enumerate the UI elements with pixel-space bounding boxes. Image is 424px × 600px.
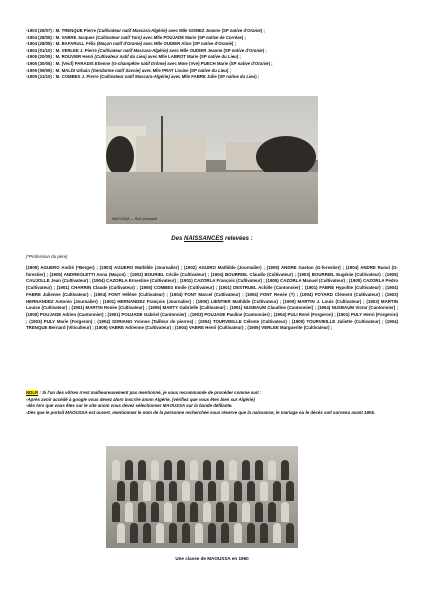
- student-figure: [255, 460, 263, 480]
- student-figure: [169, 481, 177, 501]
- student-figure: [203, 502, 211, 522]
- student-figure: [229, 502, 237, 522]
- class-photo: [106, 446, 298, 548]
- ndlr-line: : Si l'un des vôtres n'est malheureusement pas mentionné, je vous recommande de procéder comme suit :: [38, 390, 262, 395]
- student-figure: [130, 523, 138, 543]
- student-figure: [112, 460, 120, 480]
- street-photo-caption: MAOUSSA — Rue principale: [112, 217, 158, 221]
- student-figure: [208, 523, 216, 543]
- student-figure: [234, 481, 242, 501]
- student-figure: [156, 523, 164, 543]
- student-figure: [138, 460, 146, 480]
- student-figure: [221, 481, 229, 501]
- class-photo-caption: Une classe de MAOUSSA en 1960: [175, 556, 249, 561]
- student-figure: [247, 481, 255, 501]
- marriage-entry: -1904 (01/10) : M. VERLEE J. Pierre (Cultivateur natif Mascara-Algérie) avec Mlle OUDIER Jeanne (SP native d'Oranie) ;: [26, 47, 267, 53]
- student-figure: [242, 460, 250, 480]
- editor-note: [26, 390, 406, 416]
- student-figure: [117, 523, 125, 543]
- student-figure: [216, 502, 224, 522]
- ndlr-line: -Après avoir accédé à google vous devez alors inscrire anom Algérie, (vérifiez que vous êtes bien sur Algérie): [26, 396, 255, 402]
- student-figure: [286, 481, 294, 501]
- student-figure: [247, 523, 255, 543]
- student-figure: [130, 481, 138, 501]
- student-figure: [203, 460, 211, 480]
- student-figure: [286, 523, 294, 543]
- births-heading: Des NAISSANCES relevées :: [171, 236, 253, 242]
- student-figure: [260, 481, 268, 501]
- student-figure: [117, 481, 125, 501]
- student-figure: [195, 481, 203, 501]
- student-figure: [151, 502, 159, 522]
- profession-note: (*Profession du père): [26, 254, 68, 259]
- student-figure: [281, 460, 289, 480]
- student-figure: [208, 481, 216, 501]
- ndlr-line: -Dès que le portail MAOUSSA est ouvert, mentionnez le nom de la personne recherchée sous réserve que la naissance, le mariage ou le décès soit survenu avant 1905.: [26, 409, 376, 415]
- marriage-entry: -1904 (28/05) : M. VABRE Jacques (Cultivateur natif Tarn) avec Mlle POUJADE Marie (SP native de Corrèze) ;: [26, 34, 246, 40]
- student-figure: [169, 523, 177, 543]
- student-figure: [255, 502, 263, 522]
- marriages-list: [26, 28, 398, 81]
- marriage-entry: -1905 (21/10) : M. COMBES J. Pierre (Cultivateur natif Mascara-Algérie) avec Mlle FABRE Julie (SP native du Lieu) ;: [26, 74, 260, 80]
- ndlr-line: -dès lors que vous êtes sur le site anom vous devez sélectionner MAOUSSA sur la bande défilante.: [26, 403, 233, 409]
- births-list: (1905) AGUERO André (*Berger) ; (1903) AGUERO Mathilde (Journalier) ; (1902) AGUIRO Mathilde (Journalier) ; (1905) ANDRE Gaston (G-forestier) ; (1904) ANDRE Raoul (G-forestier) ; (1905) ANDREOLETTI Anna (Maçon) ; (1902) BOURIEL Cécile (Cultivateur) ; (1904) BOURRIEL Claudio (Cultivateur) ; (1903) BOURRIEL Eugénie (Cultivateur) ; (1905) CAUJOLLE Jean (Cultivateur) ; (1904) CAZORLA Ernestine (Cultivateur) ; (1901) CAZORLA François (Cultivateur) ; (1905) CAZORLA Manuel (Cultivateur) ; (1900) CAZORLA Pedro (Cultivateur) ; (1901) CHARRIN Claude (Cultivateur) ; (1905) COMBES Emile (Cultivateur) ; (1901) DESTRUEL Achille (Cantonnier) ; (1901) FABRE Hypolite (Cultivateur) ; (1904) FABRE Julienne (Cultivateur) ; (1904) FONT Hélène (Cultivateur) ; (1904) FONT Marcel (Cultivateur) ; (1904) FONT Renée (?) ; (1904) FOYARD Clément (Cultivateur) ; (1903) HERNANDEZ Antonio (Journalier) ; (1901) HERNANDEZ François (Journalier) ; (1900) LIENTIER Mathilde (Cultivateur) ; (1900) MARTIN J. Louis (Cultivateur) ; (1903) MARTIN Louise (Cultivateur) ; (1901) MARTIN Renée (Cultivateur) ; (1905) MARTY Gabrielle (Cultivateur) ; (1901) NUSBAUM Claudine (Cantonnier) ; (1904) NUSBAUM Victor (Cantonnier) ; (1900) POUJADE Adrien (Cantonnier) ; (1901) POUJADE Gabriel (Cantonnier) ; (1903) POUJADE Pauline (Cantonnier) ; (1904) PULI René (Forgeron) ; (1901) PULY Henri (Forgeron) ; (1903) PULY Marie (Forgeron) ; (1904) SORIANO Yvonne (Tailleur de pierres) ; (1904) TOURVIEILLE Céleste (Cultivateur) ; (1900) TOURVIEILLE Juliette (Cultivateur) ; (1904) TRENQUE Bernard (Viticulteur) ; (1905) VABRE Adrienne (Cultivateur) ; (1904) VABRE Henri (Cultivateur) ; (1905) VERLEE Marguerite (Cultivateur) ;: [26, 265, 398, 331]
- student-figure: [143, 523, 151, 543]
- student-figure: [260, 523, 268, 543]
- marriage-entry: -1905 (20/05) : M. ROUVIER Henri (Cultivateur natif du Lieu) avec Mlle LABROT Marie (SP native du Lieu) ;: [26, 54, 241, 60]
- marriage-entry: -1905 (30/05) : M. (Veuf) PARADIS Etienne (G-champêtre natif Drôme) avec Mme (Vve) PUECH Marie (SP native d'Oranie) ;: [26, 60, 273, 66]
- student-figure: [164, 502, 172, 522]
- student-figure: [182, 481, 190, 501]
- student-figure: [234, 523, 242, 543]
- student-figure: [273, 523, 281, 543]
- student-figure: [151, 460, 159, 480]
- student-figure: [221, 523, 229, 543]
- student-figure: [138, 502, 146, 522]
- marriage-entry: -1904 (28/05) : M. BAFARULL Félix (Maçon natif d'Oranie) avec Mlle OUDIER Alice (SP native d'Oranie) ;: [26, 41, 236, 47]
- street-photo: [106, 96, 318, 224]
- student-figure: [164, 460, 172, 480]
- student-figure: [229, 460, 237, 480]
- student-figure: [190, 502, 198, 522]
- student-figure: [125, 460, 133, 480]
- student-figure: [156, 481, 164, 501]
- student-figure: [268, 460, 276, 480]
- ndlr-tag: NDLR: [26, 390, 39, 395]
- student-figure: [190, 460, 198, 480]
- student-figure: [216, 460, 224, 480]
- student-figure: [195, 523, 203, 543]
- student-figure: [112, 502, 120, 522]
- student-figure: [125, 502, 133, 522]
- student-figure: [268, 502, 276, 522]
- student-figure: [281, 502, 289, 522]
- student-figure: [242, 502, 250, 522]
- student-figure: [273, 481, 281, 501]
- student-figure: [177, 460, 185, 480]
- student-figure: [182, 523, 190, 543]
- marriage-entry: -1905 (09/09) : M. MALDI Urbain (Gendarme natif Savoie) avec Mlle PRAT Louise (SP native du Lieu) ;: [26, 67, 231, 73]
- marriage-entry: -1903 (25/07) : M. TRENQUE Pierre (Cultivateur natif Mascara-Algérie) avec Mlle GOMEZ Jeanne (SP native d'Oranie) ;: [26, 28, 265, 33]
- student-figure: [177, 502, 185, 522]
- student-figure: [143, 481, 151, 501]
